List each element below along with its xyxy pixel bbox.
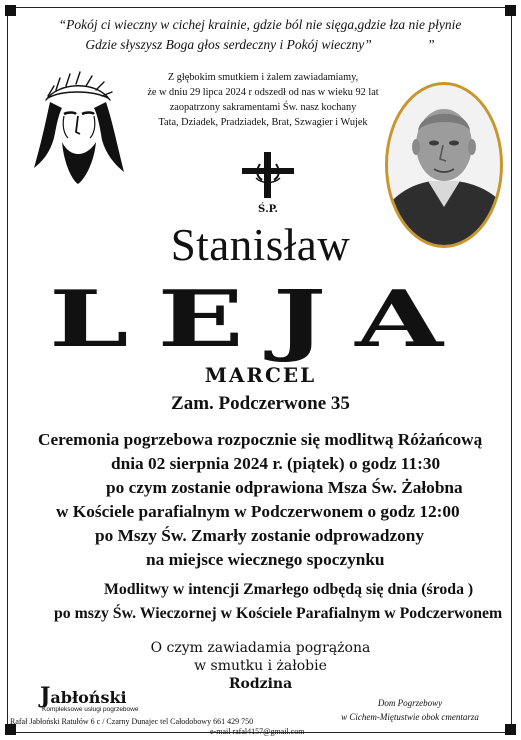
- announcement-line: że w dniu 29 lipca 2024 r odszedł od nas w wieku 92 lat: [147, 87, 379, 98]
- jesus-crown-of-thorns-icon: [24, 68, 132, 186]
- prayer-line: po mszy Św. Wieczornej w Kościele Parafialnym w Podczerwonem: [54, 605, 503, 622]
- ceremony-details: [0, 428, 521, 572]
- corner-ornament: [505, 724, 516, 735]
- quote-text: Gdzie słyszysz Boga głos serdeczny i Pokój wieczny”: [85, 37, 372, 52]
- company-address: Rafał Jabłoński Ratułów 6 c / Czarny Dunajec tel Całodobowy 661 429 750: [10, 717, 254, 726]
- quote-line-1: “Pokój ci wieczny w cichej krainie, gdzie ból nie sięga,gdzie łza nie płynie: [58, 17, 462, 32]
- closing-line-2: w smutku i żałobie: [194, 658, 327, 674]
- announcement-line: Tata, Dziadek, Pradziadek, Brat, Szwagier i Wujek: [158, 117, 368, 128]
- prayer-details: [0, 578, 521, 626]
- ceremony-line: w Kościele parafialnym w Podczerwonem o godz 12:00: [56, 502, 460, 521]
- announcement-line: Z głębokim smutkiem i żalem zawiadamiamy,: [167, 72, 359, 83]
- closing-line-1: O czym zawiadamia pogrążona: [150, 640, 371, 656]
- closing-family: Rodzina: [228, 676, 293, 692]
- funeral-home-line-2: w Cichem-Miętustwie obok cmentarza: [341, 712, 479, 722]
- deceased-first-name: Stanisław: [170, 220, 351, 270]
- ceremony-line: dnia 02 sierpnia 2024 r. (piątek) o godz 11:30: [111, 454, 441, 473]
- corner-ornament: [5, 5, 16, 16]
- funeral-home: [320, 696, 500, 724]
- deceased-middle-name: MARCEL: [204, 363, 317, 387]
- company-logo-name: abłoński: [50, 688, 127, 707]
- cross-caption: Ś.P.: [257, 204, 279, 215]
- funeral-home-line-1: Dom Pogrzebowy: [377, 698, 443, 708]
- cross-icon: [238, 150, 298, 216]
- ceremony-line: po czym zostanie odprawiona Msza Św. Żałobna: [106, 478, 463, 497]
- company-logo-initial: J: [40, 683, 51, 709]
- company-subtitle: Kompleksowe usługi pogrzebowe: [42, 706, 139, 713]
- deceased-address: Zam. Podczerwone 35: [171, 393, 350, 414]
- announcement-line: zaopatrzony sakramentami Św. nasz kochany: [169, 102, 357, 113]
- announcement: [138, 70, 388, 130]
- corner-ornament: [505, 5, 516, 16]
- closing-note: [0, 639, 521, 693]
- quote-line-2: [20, 35, 500, 54]
- quote-close-mark: ”: [427, 37, 435, 52]
- prayer-line: Modlitwy w intencji Zmarłego odbędą się dnia (środa ): [104, 581, 474, 598]
- ceremony-line: Ceremonia pogrzebowa rozpocznie się modlitwą Różańcową: [38, 430, 483, 449]
- deceased-last-name: LEJA: [48, 274, 472, 365]
- ceremony-line: na miejsce wiecznego spoczynku: [146, 550, 385, 569]
- company-email: e-mail rafal4157@gmail.com: [210, 727, 305, 736]
- ceremony-line: po Mszy Św. Zmarły zostanie odprowadzony: [95, 526, 425, 545]
